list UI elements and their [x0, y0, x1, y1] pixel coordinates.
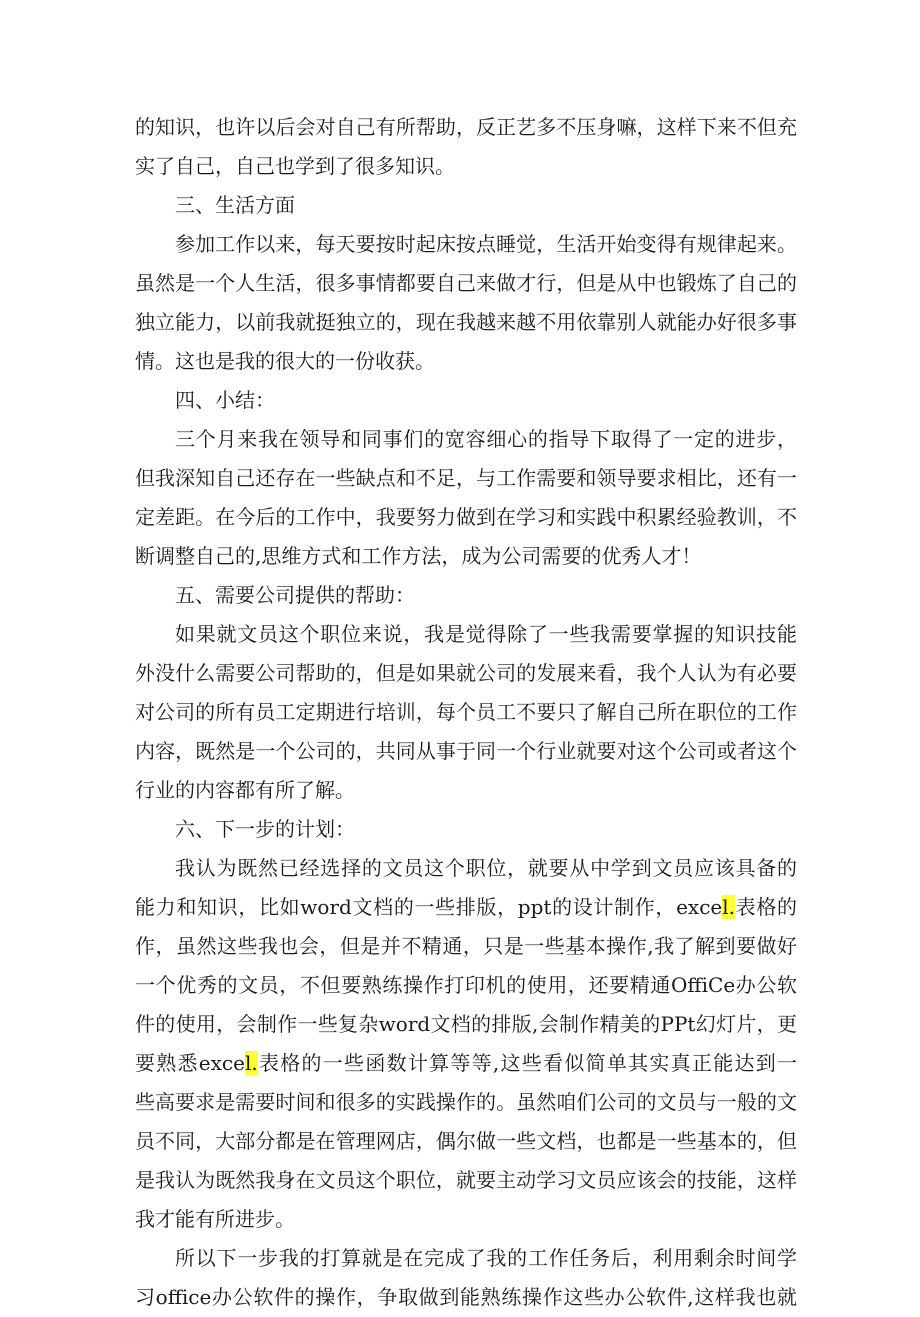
text-line	[135, 108, 797, 147]
text-line	[135, 693, 797, 732]
text-line	[135, 654, 797, 693]
text-line	[135, 537, 797, 576]
text-line-content: 我才能有所进步。	[135, 1207, 295, 1231]
text-line	[135, 771, 797, 810]
text-line	[135, 186, 797, 225]
text-line	[135, 1122, 797, 1161]
text-line-content: 习office办公软件的操作，争取做到能熟练操作这些办公软件,这样我也就	[135, 1285, 797, 1309]
text-line-content: 是我认为既然我身在文员这个职位，就要主动学习文员应该会的技能，这样	[135, 1168, 797, 1192]
text-line	[135, 147, 797, 186]
text-line-content: 些高要求是需要时间和很多的实践操作的。虽然咱们公司的文员与一般的文	[135, 1090, 797, 1114]
text-line	[135, 1044, 797, 1083]
text-line-content: 行业的内容都有所了解。	[135, 778, 355, 802]
text-line-content: 独立能力，以前我就挺独立的，现在我越来越不用依靠别人就能办好很多事	[135, 310, 797, 334]
text-line-content: 参加工作以来，每天要按时起床按点睡觉，生活开始变得有规律起来。	[175, 232, 797, 256]
text-line	[135, 966, 797, 1005]
text-line-content: 定差距。在今后的工作中，我要努力做到在学习和实践中积累经验教训，不	[135, 505, 797, 529]
text-line	[135, 615, 797, 654]
text-line	[135, 264, 797, 303]
text-line	[135, 732, 797, 771]
text-line	[135, 810, 797, 849]
text-line-content: 作，虽然这些我也会，但是并不精通，只是一些基本操作,我了解到要做好	[135, 934, 797, 958]
text-line-content: 但我深知自己还存在一些缺点和不足，与工作需要和领导要求相比，还有一	[135, 466, 797, 490]
text-line-content: 情。这也是我的很大的一份收获。	[135, 349, 435, 373]
text-line-content: 六、下一步的计划：	[175, 817, 355, 841]
text-line-content: 我认为既然已经选择的文员这个职位，就要从中学到文员应该具备的	[175, 856, 797, 880]
text-line-content: 对公司的所有员工定期进行培训，每个员工不要只了解自己所在职位的工作	[135, 700, 797, 724]
text-line	[135, 1083, 797, 1122]
text-line	[135, 498, 797, 537]
text-line	[135, 849, 797, 888]
document-body	[135, 108, 797, 1317]
text-line-content: 四、小结：	[175, 388, 275, 412]
text-line-content: 实了自己，自己也学到了很多知识。	[135, 154, 455, 178]
text-line	[135, 342, 797, 381]
text-line-content: 员不同，大部分都是在管理网店，偶尔做一些文档，也都是一些基本的，但	[135, 1129, 797, 1153]
text-line	[135, 459, 797, 498]
text-line-content: 的知识，也许以后会对自己有所帮助，反正艺多不压身嘛，这样下来不但充	[135, 115, 797, 139]
highlighted-text: l.	[722, 895, 736, 919]
text-line	[135, 888, 797, 927]
text-line-content: 所以下一步我的打算就是在完成了我的工作任务后，利用剩余时间学	[175, 1246, 797, 1270]
text-line	[135, 576, 797, 615]
text-line	[135, 381, 797, 420]
text-line	[135, 1278, 797, 1317]
highlighted-text: l.	[244, 1051, 258, 1075]
text-line-content: 一个优秀的文员，不但要熟练操作打印机的使用，还要精通OffiCe办公软	[135, 973, 797, 997]
text-line-content: 断调整自己的,思维方式和工作方法，成为公司需要的优秀人才！	[135, 544, 702, 568]
text-line	[135, 225, 797, 264]
text-line-content: 内容，既然是一个公司的，共同从事于同一个行业就要对这个公司或者这个	[135, 739, 797, 763]
text-line-content: 五、需要公司提供的帮助：	[175, 583, 415, 607]
text-line	[135, 303, 797, 342]
text-line-content: 能力和知识，比如word文档的一些排版，ppt的设计制作，exce	[135, 895, 723, 919]
text-line-content: 虽然是一个人生活，很多事情都要自己来做才行，但是从中也锻炼了自己的	[135, 271, 797, 295]
text-line	[135, 1200, 797, 1239]
text-line-continuation: 表格的一些函数计算等等,这些看似简单其实真正能达到一	[257, 1051, 797, 1075]
text-line-content: 三个月来我在领导和同事们的宽容细心的指导下取得了一定的进步，	[175, 427, 797, 451]
text-line-content: 件的使用，会制作一些复杂word文档的排版,会制作精美的PPt幻灯片，更	[135, 1012, 797, 1036]
text-line-content: 如果就文员这个职位来说，我是觉得除了一些我需要掌握的知识技能	[175, 622, 797, 646]
text-line-content: 三、生活方面	[175, 193, 295, 217]
text-line-continuation: 表格的	[735, 895, 797, 919]
text-line-content: 外没什么需要公司帮助的，但是如果就公司的发展来看，我个人认为有必要	[135, 661, 797, 685]
text-line	[135, 1239, 797, 1278]
text-line	[135, 927, 797, 966]
text-line	[135, 1161, 797, 1200]
text-line	[135, 420, 797, 459]
text-line	[135, 1005, 797, 1044]
text-line-content: 要熟悉exce	[135, 1051, 245, 1075]
